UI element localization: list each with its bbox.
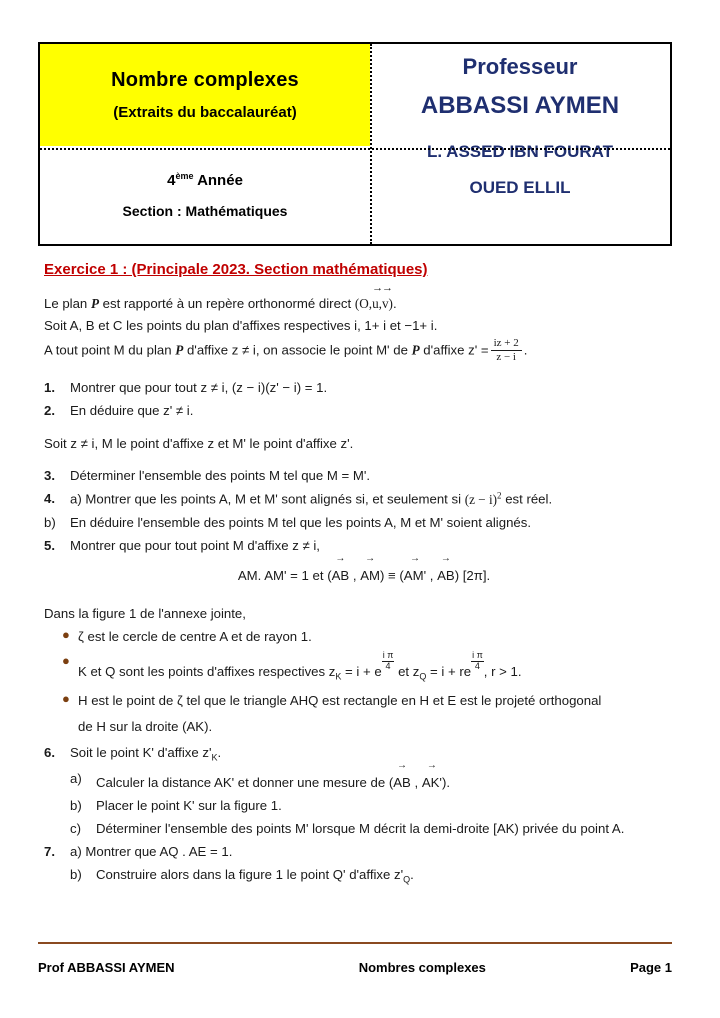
question-6a bbox=[44, 769, 684, 792]
question-5-number: 5. bbox=[44, 537, 55, 553]
frame-notation: (O,→ u,→ v) bbox=[355, 296, 393, 311]
question-7a-text: Montrer que AQ . AE = 1. bbox=[85, 844, 233, 860]
question-4a-label: a) bbox=[70, 491, 82, 507]
question-6a-separator: , bbox=[410, 774, 422, 790]
question-6 bbox=[44, 743, 684, 765]
year-number: 4 bbox=[167, 171, 176, 189]
header-left-divider bbox=[40, 148, 370, 150]
exponent-i-pi-over-4-a bbox=[382, 651, 395, 671]
bullet-1-text: ζ est le cercle de centre A et de rayon 1. bbox=[78, 629, 312, 645]
question-1 bbox=[44, 378, 684, 397]
year-label bbox=[167, 171, 243, 189]
question-5 bbox=[44, 536, 684, 555]
soit-line: Soit z ≠ i, M le point d'affixe z et M' le point d'affixe z'. bbox=[44, 435, 354, 451]
plane-symbol: P bbox=[90, 296, 99, 311]
question-6a-label: a) bbox=[70, 770, 82, 786]
bullet-2-sub-k: K bbox=[335, 671, 342, 682]
bullet-list bbox=[44, 627, 684, 710]
question-6b-text: Placer le point K' sur la figure 1. bbox=[96, 797, 282, 813]
intro-line-3: A tout point M du plan P d'affixe z ≠ i, on associe le point M' de P d'affixe z' = $\frac{iz + 2}{z - i}$ . bbox=[44, 337, 528, 363]
document-subtitle: (Extraits du baccalauréat) bbox=[113, 103, 297, 121]
plane-symbol-3: P bbox=[411, 342, 420, 358]
intro-line-1 bbox=[44, 292, 684, 313]
document-title: Nombre complexes bbox=[111, 68, 299, 91]
intro-1-part-b: est rapporté à un repère orthonormé direct bbox=[99, 296, 355, 311]
page-footer bbox=[38, 960, 672, 975]
question-7a-label: a) bbox=[70, 844, 82, 860]
question-4b-label: b) bbox=[44, 514, 56, 530]
question-7 bbox=[44, 842, 684, 861]
bullet-2-text-a: K et Q sont les points d'affixes respectives z bbox=[78, 664, 336, 680]
z-minus-i-squared: $(z - i)^2$ bbox=[464, 490, 502, 507]
exp-num-a: i π bbox=[382, 650, 394, 661]
question-6b-label: b) bbox=[70, 797, 82, 813]
bullet-2-text-d: = i + re bbox=[426, 664, 472, 680]
question-7-number: 7. bbox=[44, 844, 55, 860]
vector-ab-3: → AB bbox=[393, 769, 411, 792]
question-3 bbox=[44, 466, 684, 485]
vector-am: → AM bbox=[360, 562, 380, 585]
question-6a-text: Calculer la distance AK' et donner une mesure de ( bbox=[96, 774, 394, 790]
question-4-number: 4. bbox=[44, 491, 55, 507]
vector-am-prime: → AM' bbox=[404, 562, 426, 585]
bullet-dot-icon-1: ● bbox=[62, 627, 70, 643]
question-7b-text-b: . bbox=[410, 867, 414, 883]
question-4b bbox=[44, 513, 684, 532]
formula-5-part-a: AM. AM' = 1 et ( bbox=[237, 567, 332, 583]
question-7b-text-a: Construire alors dans la figure 1 le point Q' d'affixe z' bbox=[96, 867, 404, 883]
question-3-number: 3. bbox=[44, 467, 55, 483]
footer-left: Prof ABBASSI AYMEN bbox=[38, 960, 175, 975]
exercise-title: Exercice 1 : (Principale 2023. Section mathématiques) bbox=[44, 261, 428, 278]
exp-den-b: 4 bbox=[474, 660, 480, 671]
spacer-3 bbox=[44, 456, 684, 466]
question-7b-label: b) bbox=[70, 867, 82, 883]
formula-5-part-b: ) ≡ ( bbox=[379, 567, 404, 583]
spacer-1 bbox=[44, 368, 684, 378]
bullet-2-sub-q: Q bbox=[419, 671, 427, 682]
z-prime-fraction bbox=[491, 337, 522, 363]
bullet-dot-icon-3: ● bbox=[62, 690, 70, 706]
title-highlight-block bbox=[40, 44, 370, 146]
spacer-4 bbox=[44, 594, 684, 604]
intro-1-part-c: . bbox=[392, 296, 397, 311]
formula-5: AM. AM' = 1 et (→ AB , → AM) ≡ (→ AM' , → AB) [2π]. bbox=[44, 562, 684, 585]
footer-center: Nombres complexes bbox=[358, 960, 486, 975]
formula-5-part-c: ) [2π]. bbox=[454, 567, 491, 583]
plane-symbol-2: P bbox=[175, 342, 184, 358]
bullet-2-text-c: et z bbox=[394, 664, 420, 680]
question-7b-sub-q: Q bbox=[403, 875, 411, 886]
intro-line-2: Soit A, B et C les points du plan d'affixes respectives i, 1+ i et −1+ i. bbox=[44, 318, 438, 334]
question-6-number: 6. bbox=[44, 745, 55, 761]
bullet-2-text-b: = i + e bbox=[341, 664, 382, 680]
header-left-column bbox=[40, 44, 370, 244]
header-box bbox=[38, 42, 672, 246]
class-info-block bbox=[40, 146, 370, 244]
bullet-3-continuation: de H sur la droite (AK). bbox=[78, 719, 213, 735]
vector-ab-2: → AB bbox=[437, 562, 455, 585]
question-6a-end: ). bbox=[441, 774, 450, 790]
fraction-numerator: iz + 2 bbox=[491, 337, 522, 351]
annexe-line: Dans la figure 1 de l'annexe jointe, bbox=[44, 606, 246, 622]
question-3-text: Déterminer l'ensemble des points M tel que M = M'. bbox=[70, 467, 371, 483]
question-1-number: 1. bbox=[44, 379, 55, 395]
school-block bbox=[370, 120, 670, 220]
intro-3-part-b: d'affixe z ≠ i, on associe le point M' de bbox=[183, 342, 412, 358]
exp-num-b: i π bbox=[472, 650, 483, 661]
professor-label: Professeur bbox=[462, 54, 578, 79]
question-6c bbox=[44, 819, 684, 838]
bullet-2-text-e: , r > 1. bbox=[483, 664, 522, 680]
bullet-3-text: H est le point de ζ tel que le triangle AHQ est rectangle en H et E est le projeté orthogonal bbox=[78, 692, 602, 708]
question-4a-text-b: est réel. bbox=[501, 491, 553, 507]
bullet-item-1 bbox=[44, 627, 684, 646]
bullet-item-3 bbox=[44, 691, 684, 710]
header-right-column bbox=[370, 44, 670, 244]
spacer-2 bbox=[44, 424, 684, 434]
fraction-denominator: z − i bbox=[496, 350, 516, 363]
exp-den-a: 4 bbox=[385, 660, 391, 671]
year-word: Année bbox=[193, 171, 243, 189]
question-2-text: En déduire que z' ≠ i. bbox=[70, 402, 194, 418]
exponent-i-pi-over-4-b bbox=[471, 651, 484, 671]
bullet-dot-icon-2: ● bbox=[62, 653, 70, 669]
intro-1-part-a: Le plan bbox=[44, 296, 91, 311]
footer-right: Page 1 bbox=[630, 960, 672, 975]
bullet-item-2 bbox=[44, 650, 684, 684]
question-1-text: Montrer que pour tout z ≠ i, (z − i)(z' − i) = 1. bbox=[70, 379, 328, 395]
year-ordinal: ème bbox=[175, 170, 194, 181]
question-2 bbox=[44, 401, 684, 420]
professor-name: ABBASSI AYMEN bbox=[420, 92, 620, 119]
question-4 bbox=[44, 489, 684, 509]
vector-ak-prime: → AK' bbox=[422, 769, 442, 792]
intro-3-part-c: d'affixe z' = bbox=[419, 342, 489, 358]
exercise-body bbox=[44, 292, 684, 891]
question-6-text-b: . bbox=[217, 745, 222, 761]
school-name: L. ASSED IBN FOURAT bbox=[426, 142, 614, 161]
question-5-text: Montrer que pour tout point M d'affixe z ≠ i, bbox=[70, 537, 320, 553]
question-6c-text: Déterminer l'ensemble des points M' lorsque M décrit la demi-droite [AK) privée du point A. bbox=[96, 821, 625, 837]
intro-3-part-a: A tout point M du plan bbox=[44, 342, 176, 358]
question-6b bbox=[44, 796, 684, 815]
question-6-text-a: Soit le point K' d'affixe z' bbox=[70, 745, 212, 761]
vector-ab-1: → AB bbox=[332, 562, 350, 585]
question-2-number: 2. bbox=[44, 402, 55, 418]
section-label: Section : Mathématiques bbox=[122, 202, 288, 219]
question-6c-label: c) bbox=[70, 821, 81, 837]
question-7b bbox=[44, 865, 684, 887]
footer-divider bbox=[38, 942, 672, 944]
header-right-divider bbox=[372, 148, 670, 150]
school-city: OUED ELLIL bbox=[469, 178, 571, 197]
question-4a-text-a: Montrer que les points A, M et M' sont alignés si, et seulement si bbox=[85, 491, 465, 507]
header-vertical-divider bbox=[370, 44, 372, 244]
question-4b-text: En déduire l'ensemble des points M tel que les points A, M et M' soient alignés. bbox=[70, 514, 531, 530]
question-6-sub-k: K bbox=[211, 752, 218, 763]
